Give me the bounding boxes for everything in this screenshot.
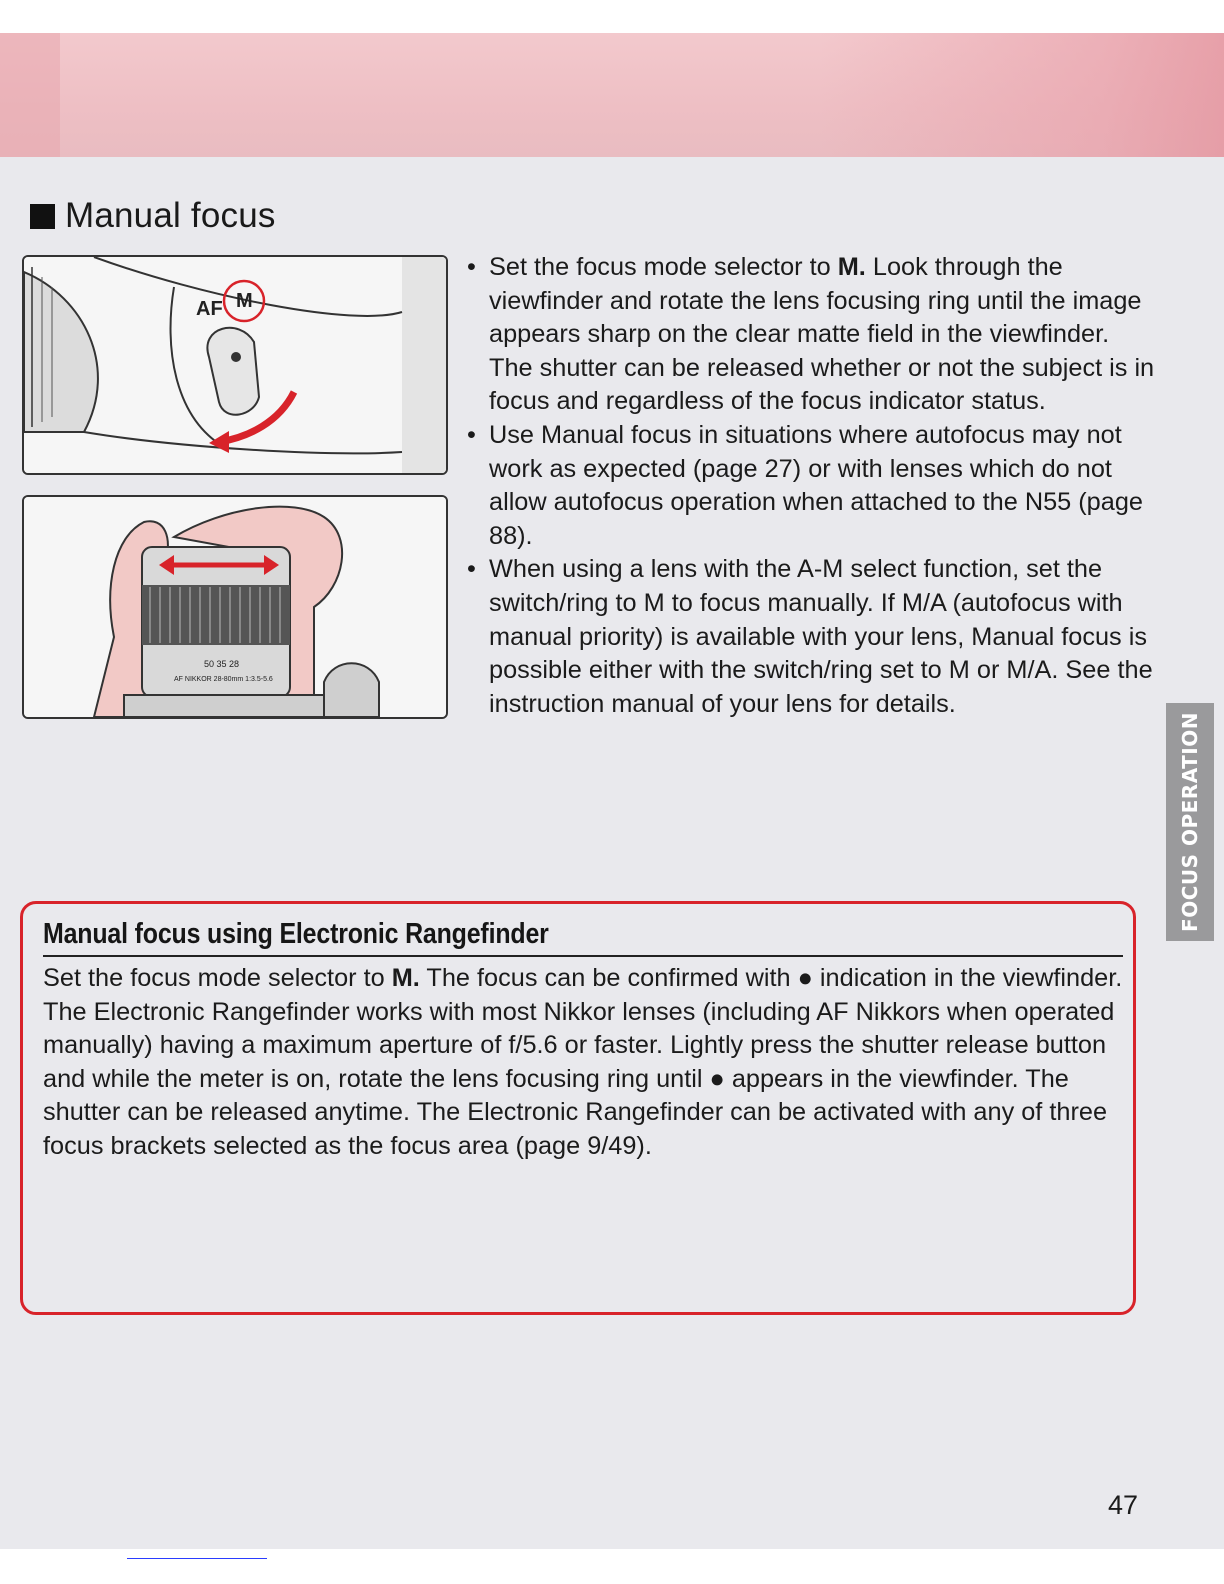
bullet-text: When using a lens with the A-M select function, set the switch/ring to M to focus manually. If M/A (autofocus with manual priority) is available with your lens, Manual focus is possible either with the switch/ring set to M or M/A. See the instruction manual of your lens for details.: [489, 555, 1153, 718]
note-divider: [43, 955, 1123, 957]
rangefinder-note-box: [20, 901, 1136, 1315]
lens-model-label: AF NIKKOR 28-80mm 1:3.5-5.6: [174, 676, 273, 683]
header-decoration-right: [820, 33, 1224, 157]
section-side-tab: [1166, 703, 1214, 941]
side-tab-label: FOCUS OPERATION: [1178, 712, 1203, 932]
note-text-part: The focus can be confirmed with: [419, 964, 798, 992]
focus-mode-selector-illustration: [22, 255, 448, 475]
page-number: 47: [1108, 1490, 1139, 1520]
bullet-dot: •: [467, 420, 476, 449]
list-item: [467, 251, 1157, 419]
bullet-text: Use Manual focus in situations where autofocus may not work as expected (page 27) or with lenses which do not allow autofocus operation when attached to the N55 (page 88).: [489, 420, 1143, 550]
header-band: [0, 33, 1224, 157]
note-text-part: appears in the viewfinder. The shutter can be released anytime. The Electronic Rangefinder can be activated with any of three focus brackets selected as the focus area (page 9/49).: [43, 1064, 1108, 1160]
m-label: M: [236, 290, 253, 312]
section-title-text: Manual focus: [65, 196, 276, 235]
instruction-bullet-list: [467, 251, 1157, 721]
focus-indicator-icon: ●: [797, 964, 813, 992]
square-bullet-icon: [30, 204, 55, 229]
list-item: [467, 419, 1157, 553]
bullet-text-part: Set the focus mode selector to: [489, 253, 838, 281]
bullet-bold-text: M.: [837, 253, 866, 281]
list-item: [467, 553, 1157, 721]
focus-indicator-icon: ●: [709, 1064, 725, 1093]
note-bold-m: M.: [391, 964, 420, 992]
note-text-part: indication in the viewfinder. The Electronic Rangefinder works with most Nikkor lenses (including AF Nikkors when operated manually) having a maximum aperture of f/5.6 or faster. Lightly press the shutter release button and while the meter is on, rotate the lens focusing ring until: [43, 964, 1123, 1093]
af-label: AF: [196, 298, 223, 320]
manual-page: [0, 33, 1224, 1549]
section-title: [30, 196, 276, 236]
bullet-text-part: Look through the viewfinder and rotate the lens focusing ring until the image appears sharp on the clear matte field in the viewfinder. The shutter can be released whether or not the subject is in focus and regardless of the focus indicator status.: [489, 253, 1155, 416]
bullet-dot: •: [467, 253, 476, 281]
focusing-ring-illustration: [22, 495, 448, 719]
note-body: [43, 962, 1133, 1164]
bullet-dot: •: [467, 555, 476, 584]
note-text-part: Set the focus mode selector to: [43, 964, 392, 992]
camera-selector-drawing: [24, 257, 446, 473]
header-decoration-left: [0, 33, 60, 157]
distance-scale-label: 50 35 28: [204, 659, 240, 669]
lens-ring-drawing: [24, 497, 446, 717]
bottom-link-underline: [127, 1558, 267, 1559]
note-title: Manual focus using Electronic Rangefinder: [43, 918, 549, 950]
